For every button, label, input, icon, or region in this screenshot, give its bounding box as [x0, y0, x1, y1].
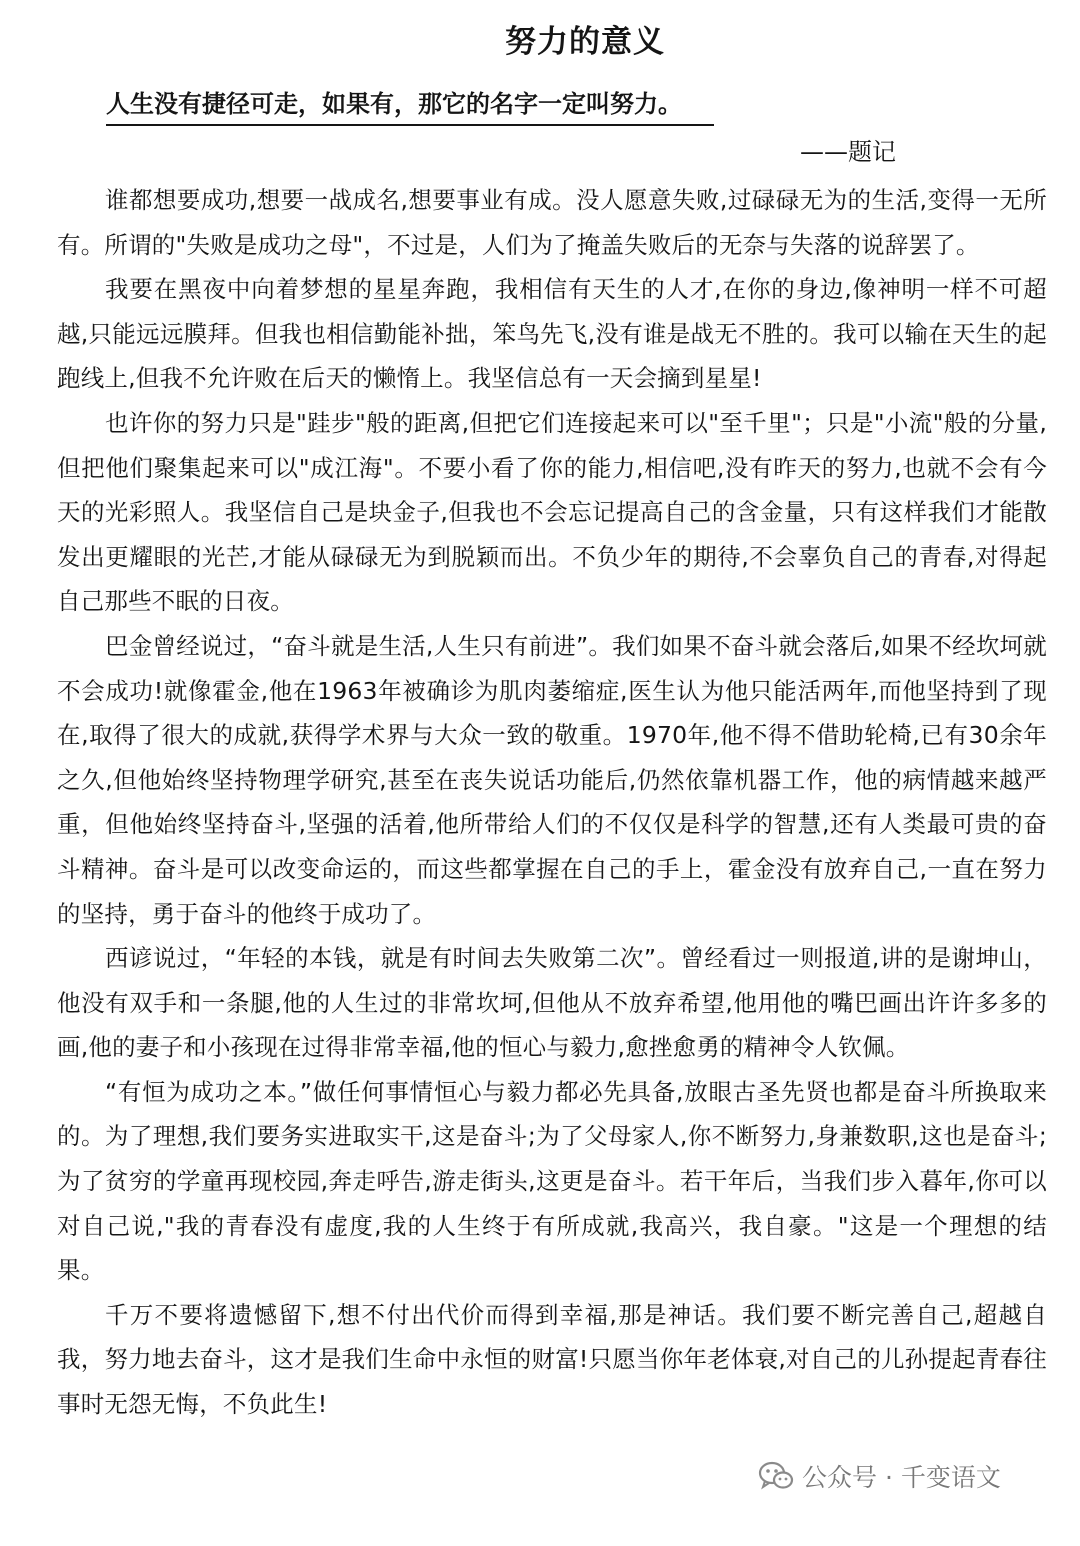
paragraph-7: 千万不要将遗憾留下,想不付出代价而得到幸福,那是神话。我们要不断完善自己,超越自我，努力地去奋斗，这才是我们生命中永恒的财富!只愿当你年老体衰,对自己的儿孙提起青春往事时无怨无悔，不负此生! — [57, 1300, 1047, 1419]
wechat-icon — [758, 1460, 794, 1492]
paragraph-6: “有恒为成功之本。”做任何事情恒心与毅力都必先具备,放眼古圣先贤也都是奋斗所换取来的。为了理想,我们要务实进取实干,这是奋斗;为了父母家人,你不断努力,身兼数职,这也是奋斗;为了贫穷的学童再现校园,奔走呼告,游走街头,这更是奋斗。若干年后，当我们步入暮年,你可以对自己说,"我的青春没有虚度,我的人生终于有所成就,我高兴，我自豪。"这是一个理想的结果。 — [57, 1077, 1047, 1285]
paragraph-1: 谁都想要成功,想要一战成名,想要事业有成。没人愿意失败,过碌碌无为的生活,变得一无所有。所谓的"失败是成功之母"，不过是，人们为了掩盖失败后的无奈与失落的说辞罢了。 — [57, 186, 1047, 259]
paragraph-4: 巴金曾经说过，“奋斗就是生活,人生只有前进”。我们如果不奋斗就会落后,如果不经坎坷就不会成功!就像霍金,他在1963年被确诊为肌肉萎缩症,医生认为他只能活两年,而他坚持到了现在,取得了很大的成就,获得学术界与大众一致的敬重。1970年,他不得不借助轮椅,已有30余年之久,但他始终坚持物理学研究,甚至在丧失说话功能后,仍然依靠机器工作，他的病情越来越严重，但他始终坚持奋斗,坚强的活着,他所带给人们的不仅仅是科学的智慧,还有人类最可贵的奋斗精神。奋斗是可以改变命运的，而这些都掌握在自己的手上，霍金没有放弃自己,一直在努力的坚持，勇于奋斗的他终于成功了。 — [57, 631, 1047, 928]
article-body — [57, 178, 1047, 1427]
paragraph-3: 也许你的努力只是"跬步"般的距离,但把它们连接起来可以"至千里"；只是"小流"般的分量,但把他们聚集起来可以"成江海"。不要小看了你的能力,相信吧,没有昨天的努力,也就不会有今天的光彩照人。我坚信自己是块金子,但我也不会忘记提高自己的含金量，只有这样我们才能散发出更耀眼的光芒,才能从碌碌无为到脱颖而出。不负少年的期待,不会辜负自己的青春,对得起自己那些不眠的日夜。 — [57, 408, 1047, 616]
paragraph-2: 我要在黑夜中向着梦想的星星奔跑，我相信有天生的人才,在你的身边,像神明一样不可超越,只能远远膜拜。但我也相信勤能补拙，笨鸟先飞,没有谁是战无不胜的。我可以输在天生的起跑线上,但我不允许败在后天的懒惰上。我坚信总有一天会摘到星星! — [57, 275, 1047, 393]
document-title: 努力的意义 — [505, 24, 665, 60]
watermark-text: 公众号 · 千变语文 — [802, 1463, 1001, 1492]
paragraph-5: 西谚说过，“年轻的本钱，就是有时间去失败第二次”。曾经看过一则报道,讲的是谢坤山，他没有双手和一条腿,他的人生过的非常坎坷,但他从不放弃希望,他用他的嘴巴画出许许多多的画,他的妻子和小孩现在过得非常幸福,他的恒心与毅力,愈挫愈勇的精神令人钦佩。 — [57, 944, 1047, 1062]
epigraph: 人生没有捷径可走，如果有，那它的名字一定叫努力。 — [106, 84, 714, 126]
epigraph-signature: ——题记 — [800, 138, 896, 166]
watermark — [758, 1456, 1001, 1496]
